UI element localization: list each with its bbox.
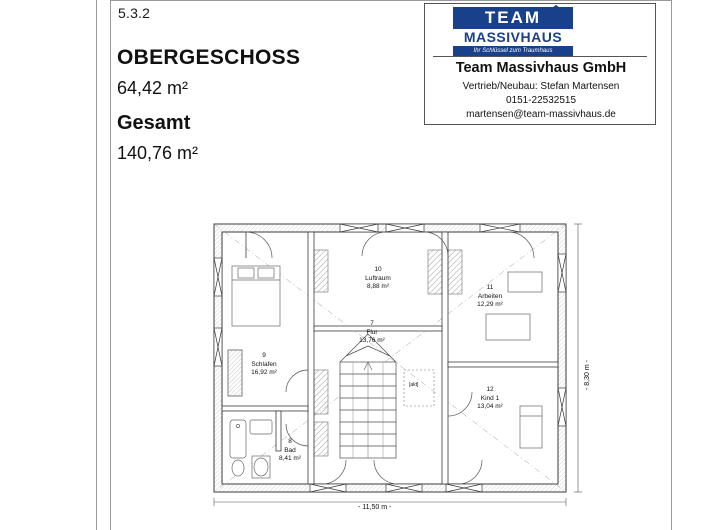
plan-height-dimension: - 8,30 m -	[584, 360, 591, 390]
total-title: Gesamt	[117, 112, 191, 134]
room-name: Luftraum	[365, 274, 391, 282]
company-role: Vertrieb/Neubau: Stefan Martensen	[462, 81, 620, 92]
team-massivhaus-logo	[453, 7, 573, 55]
page-title: OBERGESCHOSS	[117, 46, 301, 69]
room-area: 8,88 m²	[366, 283, 390, 290]
room-label-flur	[342, 320, 402, 346]
room-label-arbeiten	[460, 284, 520, 310]
floor-area-value: 64,42 m²	[117, 78, 189, 98]
total-area-value: 140,76 m²	[117, 143, 199, 163]
room-number: 8	[288, 438, 292, 445]
room-number: 7	[370, 320, 374, 327]
room-area: 16,92 m²	[251, 369, 277, 376]
company-logo-box	[424, 3, 656, 125]
logo-divider	[433, 56, 647, 57]
company-phone: 0151-22532515	[505, 95, 577, 106]
room-name: Schlafen	[251, 360, 277, 368]
room-number: 9	[262, 352, 266, 359]
logo-word-massivhaus: MASSIVHAUS	[463, 29, 563, 45]
company-email: martensen@team-massivhaus.de	[466, 109, 616, 120]
margin-rule-left-1	[96, 0, 97, 530]
stair-annotation: [akt]	[409, 382, 419, 388]
room-number: 12	[486, 386, 494, 393]
room-area: 13,04 m²	[477, 403, 503, 410]
room-number: 10	[374, 266, 382, 273]
room-label-schlafen	[234, 352, 294, 378]
floor-plan-drawing	[190, 210, 590, 510]
header-rule	[110, 0, 671, 1]
margin-rule-left-2	[110, 0, 111, 530]
room-label-bad	[260, 438, 320, 464]
room-area: 13,76 m²	[359, 337, 385, 344]
room-name: Flur	[366, 328, 378, 336]
room-area: 8,41 m²	[278, 455, 302, 462]
room-number: 11	[486, 284, 494, 291]
room-name: Arbeiten	[477, 292, 503, 300]
logo-word-team: TEAM	[453, 7, 573, 29]
company-name: Team Massivhaus GmbH	[455, 60, 627, 76]
room-area: 12,29 m²	[477, 301, 503, 308]
margin-rule-right	[671, 0, 672, 530]
room-name: Bad	[284, 446, 296, 454]
room-name: Kind 1	[480, 394, 500, 402]
room-label-kind1	[460, 386, 520, 412]
room-label-luftraum	[348, 266, 408, 292]
section-number: 5.3.2	[118, 5, 151, 21]
logo-slogan: Ihr Schlüssel zum Traumhaus	[453, 46, 573, 56]
plan-width-dimension: - 11,50 m -	[358, 504, 392, 511]
